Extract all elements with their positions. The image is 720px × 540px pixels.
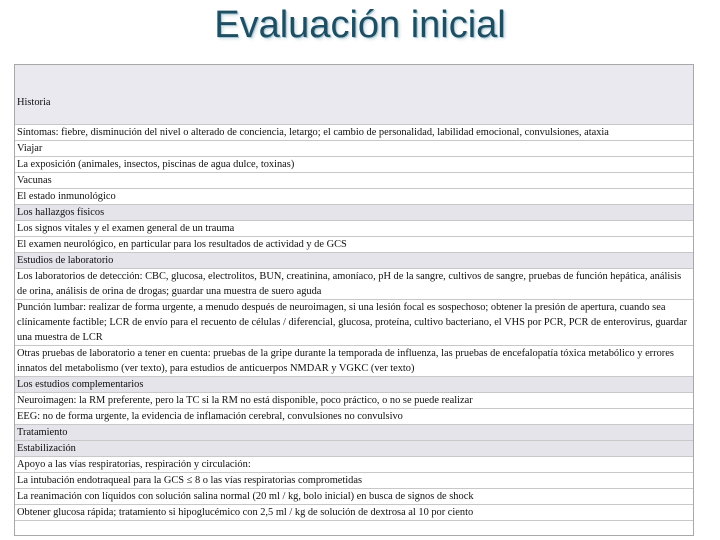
table-row-empty [15,521,693,535]
section-estudios-complementarios: Los estudios complementarios [15,377,693,393]
table-row-sintomas: Síntomas: fiebre, disminución del nivel o alterado de conciencia, letargo; el cambio de personalidad, labilidad emocional, convulsiones, ataxia [15,125,693,141]
table-row-vacunas: Vacunas [15,173,693,189]
table-row-viajar: Viajar [15,141,693,157]
section-tratamiento: Tratamiento [15,425,693,441]
table-row-eeg: EEG: no de forma urgente, la evidencia de inflamación cerebral, convulsiones no convulsivo [15,409,693,425]
table-row-examen-neurologico: El examen neurológico, en particular para los resultados de actividad y de GCS [15,237,693,253]
page-title: Evaluación inicial [214,4,506,46]
section-estabilizacion: Estabilización [15,441,693,457]
table-row-inmunologico: El estado inmunológico [15,189,693,205]
table-row-signos-vitales: Los signos vitales y el examen general de un trauma [15,221,693,237]
section-hallazgos-fisicos: Los hallazgos físicos [15,205,693,221]
table-row-exposicion: La exposición (animales, insectos, piscinas de agua dulce, toxinas) [15,157,693,173]
table-row-neuroimagen: Neuroimagen: la RM preferente, pero la TC si la RM no está disponible, poco práctico, o no se puede realizar [15,393,693,409]
evaluation-table [14,64,694,536]
section-estudios-laboratorio: Estudios de laboratorio [15,253,693,269]
table-row-reanimacion: La reanimación con líquidos con solución salina normal (20 ml / kg, bolo inicial) en busca de signos de shock [15,489,693,505]
table-header-historia: Historia [15,65,693,125]
table-row-intubacion: La intubación endotraqueal para la GCS ≤ 8 o las vías respiratorias comprometidas [15,473,693,489]
table-row-glucosa: Obtener glucosa rápida; tratamiento si hipoglucémico con 2,5 ml / kg de solución de dextrosa al 10 por ciento [15,505,693,521]
table-row-apoyo-respiratorio: Apoyo a las vías respiratorias, respiración y circulación: [15,457,693,473]
table-row-puncion-lumbar: Punción lumbar: realizar de forma urgente, a menudo después de neuroimagen, si una lesión focal es sospechoso; obtener la presión de apertura, cuando sea clínicamente factible; LCR de envío para el recuento de células / diferencial, glucosa, proteína, cultivo bacteriano, el VHS por PCR, PCR de enterovirus, guardar una muestra de LCR [15,300,693,346]
table-row-otras-pruebas: Otras pruebas de laboratorio a tener en cuenta: pruebas de la gripe durante la temporada de influenza, las pruebas de encefalopatía tóxica metabólico y errores innatos del metabolismo (ver texto), para estudios de anticuerpos NMDAR y VGKC (ver texto) [15,346,693,377]
table-row-laboratorios-deteccion: Los laboratorios de detección: CBC, glucosa, electrolitos, BUN, creatinina, amoníaco, pH de la sangre, cultivos de sangre, pruebas de función hepática, análisis de orina, análisis de orina de drogas; guardar una muestra de suero aguda [15,269,693,300]
